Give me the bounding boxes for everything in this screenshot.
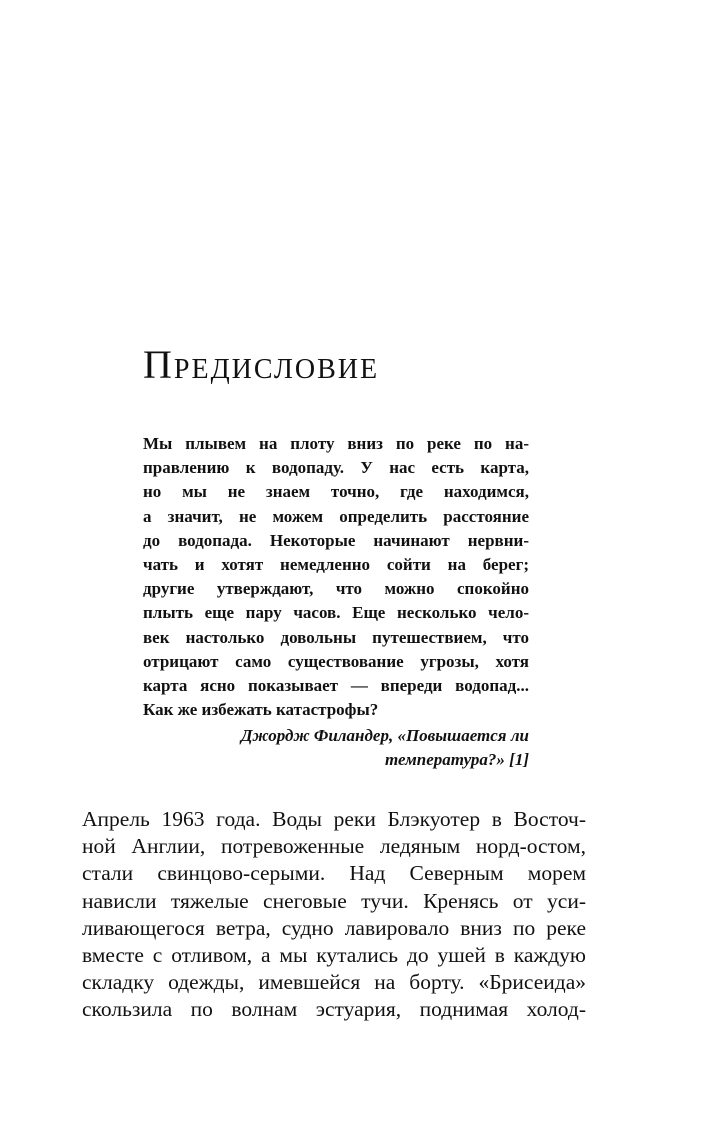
epigraph-line: другие утверждают, что можно спокойно [143, 579, 529, 599]
body-line: нависли тяжелые снеговые тучи. Кренясь от уси- [82, 888, 586, 913]
epigraph-line: век настолько довольны путешествием, что [143, 627, 529, 647]
epigraph-line: до водопада. Некоторые начинают нервни- [143, 530, 529, 550]
epigraph-line: плыть еще пару часов. Еще несколько чело- [143, 603, 529, 623]
body-line: ной Англии, потревоженные ледяным норд-остом, [82, 834, 586, 859]
epigraph-line: но мы не знаем точно, где находимся, [143, 482, 529, 502]
epigraph-line: Как же избежать катастрофы? [143, 700, 379, 720]
epigraph-line: а значит, не можем определить расстояние [143, 506, 529, 526]
body-line: ливающегося ветра, судно лавировало вниз по реке [82, 915, 586, 940]
body-line: складку одежды, имевшейся на борту. «Брисеида» [82, 970, 586, 995]
attribution-line: температура?» [1] [385, 750, 529, 770]
epigraph-attribution [143, 724, 529, 772]
body-paragraph [82, 806, 586, 1024]
epigraph-line: чать и хотят немедленно сойти на берег; [143, 554, 529, 574]
attribution-line: Джордж Филандер, «Повышается ли [240, 726, 529, 746]
body-line: вместе с отливом, а мы кутались до ушей в каждую [82, 942, 586, 967]
epigraph-line: Мы плывем на плоту вниз по реке по на- [143, 434, 529, 453]
body-line: Апрель 1963 года. Воды реки Блэкуотер в Восточ- [82, 807, 586, 831]
body-line: стали свинцово-серыми. Над Северным морем [82, 861, 586, 886]
epigraph-line: карта ясно показывает — впереди водопад... [143, 675, 529, 695]
epigraph-line: отрицают само существование угрозы, хотя [143, 651, 529, 671]
epigraph [143, 432, 529, 773]
chapter-title: Предисловие [143, 342, 380, 387]
body-line: скользила по волнам эстуария, поднимая холод- [82, 997, 586, 1022]
epigraph-line: правлению к водопаду. У нас есть карта, [143, 458, 529, 478]
